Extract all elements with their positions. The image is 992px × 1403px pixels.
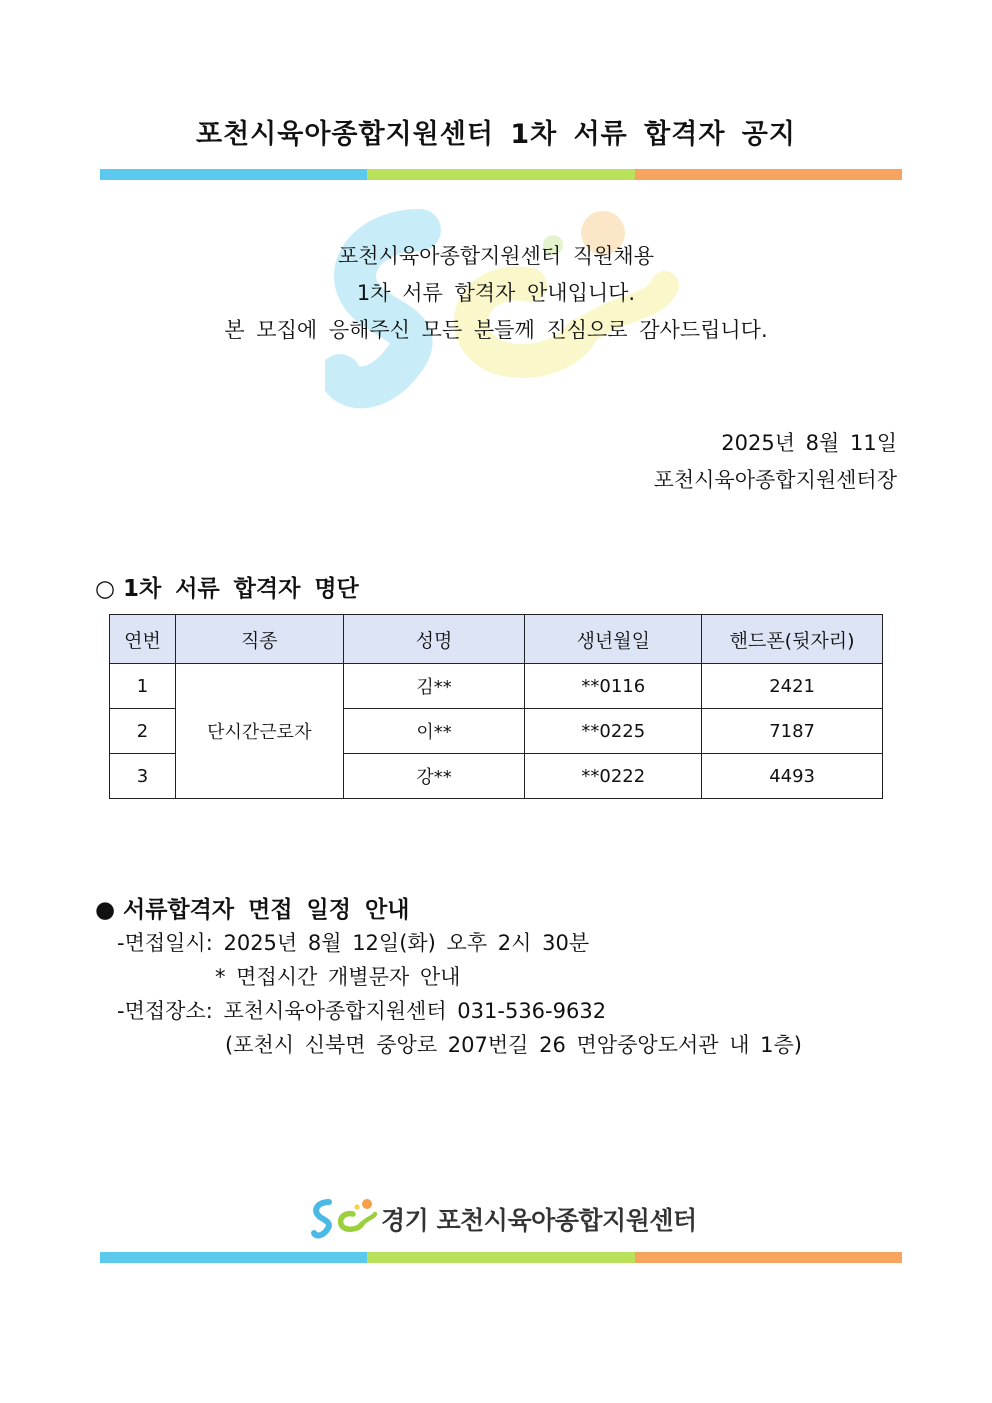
cell-birth: **0225 [525, 709, 702, 754]
cell-no: 3 [110, 754, 176, 799]
issuer-name: 포천시육아종합지원센터장 [653, 468, 897, 492]
center-logo-icon [309, 1196, 379, 1242]
cell-phone: 4493 [702, 754, 883, 799]
issuer-block [654, 425, 897, 499]
cell-job-type: 단시간근로자 [175, 664, 343, 799]
interview-schedule [117, 926, 802, 1062]
cell-name: 김** [343, 664, 525, 709]
interview-address-line: (포천시 신북면 중앙로 207번길 26 면암중앙도서관 내 1층) [225, 1033, 802, 1057]
table-header-row [110, 615, 883, 664]
color-bar-segment-green [367, 169, 634, 180]
cell-name: 이** [343, 709, 525, 754]
header-birth: 생년월일 [525, 615, 702, 664]
section-heading-interview-text: 서류합격자 면접 일정 안내 [123, 897, 410, 923]
cell-birth: **0116 [525, 664, 702, 709]
section-heading-roster [95, 570, 359, 603]
cell-phone: 7187 [702, 709, 883, 754]
cell-name: 강** [343, 754, 525, 799]
color-bar-segment-green [367, 1252, 634, 1263]
section-heading-interview [95, 891, 409, 924]
color-bar-segment-blue [100, 1252, 367, 1263]
header-name: 성명 [343, 615, 525, 664]
hollow-circle-icon: ○ [95, 576, 116, 602]
cell-no: 1 [110, 664, 176, 709]
intro-line-2: 1차 서류 합격자 안내입니다. [356, 281, 636, 305]
color-bar-segment-orange [635, 1252, 902, 1263]
interview-date-line: -면접일시: 2025년 8월 12일(화) 오후 2시 30분 [117, 931, 590, 955]
footer-org-name: 경기 포천시육아종합지원센터 [381, 1206, 697, 1235]
color-bar-segment-blue [100, 169, 367, 180]
issue-date: 2025년 8월 11일 [721, 431, 897, 455]
footer-logo [309, 1196, 697, 1242]
intro-line-3: 본 모집에 응해주신 모든 분들께 진심으로 감사드립니다. [224, 318, 768, 342]
cell-birth: **0222 [525, 754, 702, 799]
color-bar-segment-orange [635, 169, 902, 180]
header-job: 직종 [175, 615, 343, 664]
cell-phone: 2421 [702, 664, 883, 709]
section-heading-roster-text: 1차 서류 합격자 명단 [123, 576, 359, 602]
intro-line-1: 포천시육아종합지원센터 직원채용 [338, 244, 654, 268]
filled-circle-icon: ● [95, 897, 116, 923]
intro-message [0, 238, 992, 349]
interview-note-line: * 면접시간 개별문자 안내 [215, 965, 461, 989]
interview-place-line: -면접장소: 포천시육아종합지원센터 031-536-9632 [117, 999, 607, 1023]
table-row [110, 664, 883, 709]
page-title: 포천시육아종합지원센터 1차 서류 합격자 공지 [196, 119, 796, 150]
roster-table [109, 614, 883, 799]
cell-no: 2 [110, 709, 176, 754]
header-no: 연번 [110, 615, 176, 664]
color-bar-top [100, 169, 902, 180]
color-bar-bottom [100, 1252, 902, 1263]
header-phone: 핸드폰(뒷자리) [702, 615, 883, 664]
